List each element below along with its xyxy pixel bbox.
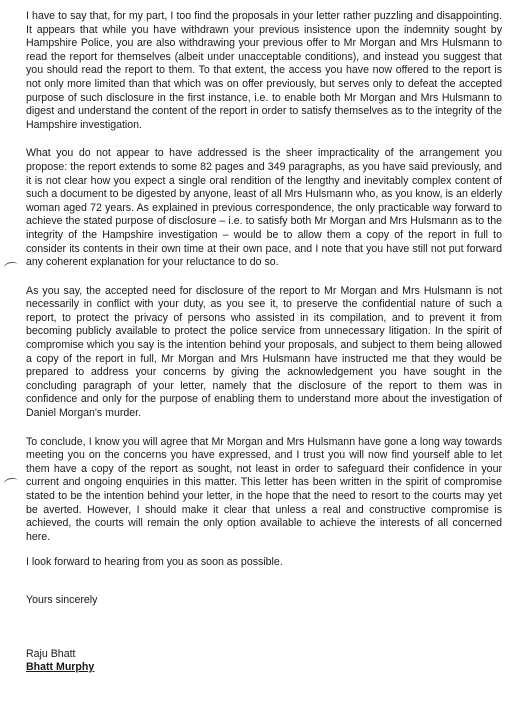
paragraph-2: What you do not appear to have addressed is the sheer impracticality of the arrangement you propose: the report extends to some 82 pages and 349 paragraphs, as you have said previously, and it is not clear how you expect a single oral rendition of the lengthy and inevitably complex content of such a document to be digested by anyone, least of all Mrs Hulsmann who, as you know, is an elderly woman aged 72 years. As explained in previous correspondence, the only practicable way forward to achieve the stated purpose of disclosure – i.e. to satisfy both Mr Morgan and Mrs Hulsmann as to the integrity of the Hampshire investigation – would be to allow them a copy of the report in full to consider its contents in their own time at their own pace, and I note that you have still not put forward any coherent explanation for your reluctance to do so. <box>26 147 502 269</box>
valediction: Yours sincerely <box>26 593 98 606</box>
closing-line: I look forward to hearing from you as soon as possible. <box>26 556 283 569</box>
paragraph-1: I have to say that, for my part, I too find the proposals in your letter rather puzzling and disappointing. It appears that while you have withdrawn your previous insistence upon the indemnity sought by Hampshire Police, you are also withdrawing your previous offer to Mr Morgan and Mrs Hulsmann to read the report for themselves (albeit under unacceptable conditions), and instead you suggest that you should read the report to them. To that extent, the access you have now offered to the report is not only more limited than that which was on offer previously, but serves only to defeat the accepted purpose of such disclosure in the first instance, i.e. to enable both Mr Morgan and Mrs Hulsmann to digest and understand the content of the report in order to satisfy themselves as to the integrity of the Hampshire investigation. <box>26 10 502 131</box>
signatory-name: Raju Bhatt <box>26 647 76 660</box>
firm-name: Bhatt Murphy <box>26 661 95 674</box>
paragraph-4: To conclude, I know you will agree that Mr Morgan and Mrs Hulsmann have gone a long way towards meeting you on the concerns you have expressed, and I trust you will now find yourself able to let them have a copy of the report as sought, not least in order to safeguard their confidence in your current and ongoing enquiries in this matter. This letter has been written in the spirit of compromise stated to be the intention behind your letter, in the hope that the need to resort to the courts may yet be averted. However, I should make it clear that unless a real and constructive compromise is achieved, the courts will remain the only option available to achieve the interests of all concerned here. <box>26 435 502 543</box>
margin-mark-2 <box>3 477 19 489</box>
margin-mark-1 <box>3 261 19 273</box>
paragraph-3: As you say, the accepted need for disclosure of the report to Mr Morgan and Mrs Hulsmann is not necessarily in conflict with your duty, as you see it, to preserve the confidential nature of such a report, to protect the privacy of persons who assisted in its compilation, and to prevent it from becoming publicly available to protect the police service from unnecessary litigation. In the spirit of compromise which you say is the intention behind your proposals, and subject to them being allowed a copy of the report in full, Mr Morgan and Mrs Hulsmann have instructed me that they would be prepared to address your concerns by giving the acknowledgement you have sought in the concluding paragraph of your letter, namely that the disclosure of the report to them was in confidence and only for the purpose of enabling them to understand more about the investigation of Daniel Morgan's murder. <box>26 284 502 420</box>
signature-block <box>26 648 502 675</box>
